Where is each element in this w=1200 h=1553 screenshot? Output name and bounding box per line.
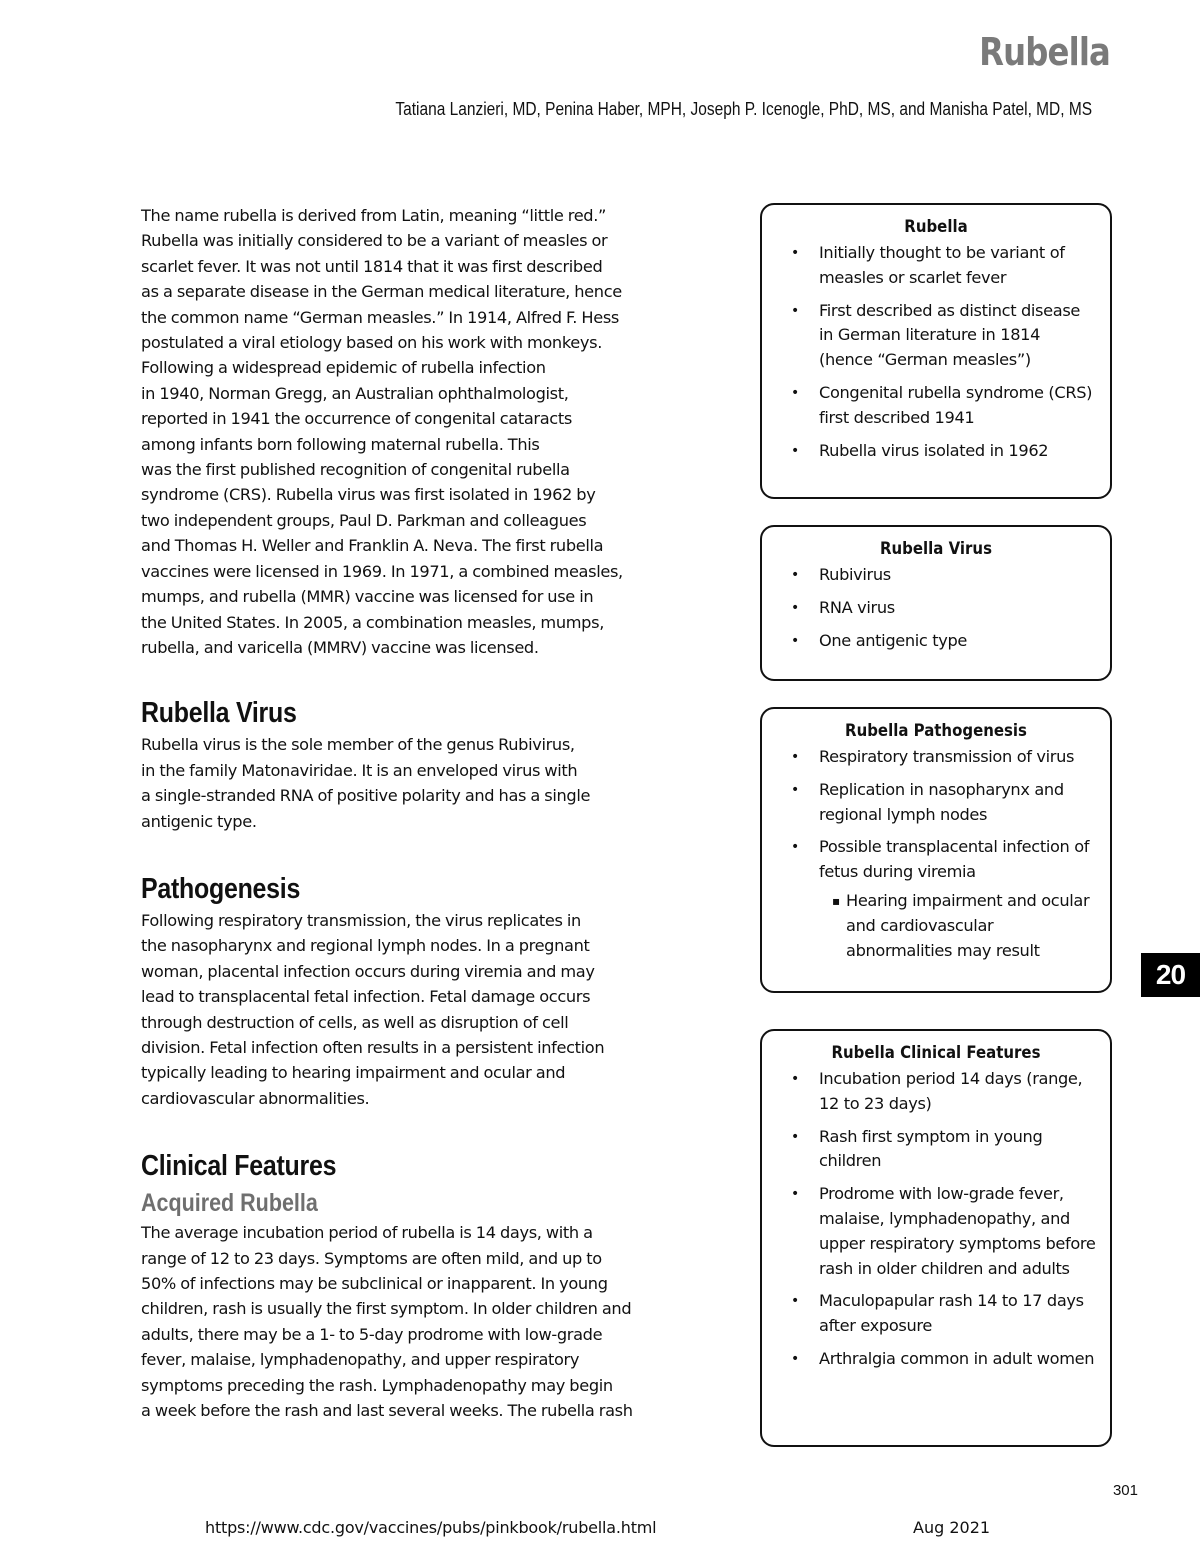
- box-list: [774, 563, 1098, 653]
- list-item: • Rubella virus isolated in 1962: [774, 439, 1098, 464]
- footer-url[interactable]: https://www.cdc.gov/vaccines/pubs/pinkbook/rubella.html: [205, 1518, 657, 1537]
- bullet-icon: •: [791, 567, 799, 583]
- section-heading-pathogenesis: Pathogenesis: [141, 872, 301, 905]
- list-item: • First described as distinct disease in German literature in 1814 (hence “German measles”): [791, 300, 1081, 370]
- bullet-icon: •: [791, 1293, 799, 1310]
- bullet-icon: •: [791, 1350, 799, 1367]
- authors: Tatiana Lanzieri, MD, Penina Haber, MPH, Joseph P. Icenogle, PhD, MS, and Manisha Patel, MD, MS: [395, 99, 1092, 119]
- box-list: [774, 1067, 1098, 1372]
- intro-line: Following a widespread epidemic of rubella infection: [141, 358, 546, 378]
- bullet-icon: •: [791, 384, 799, 401]
- list-item: • Initially thought to be variant of measles or scarlet fever: [791, 243, 1065, 287]
- summary-box-rubella-pathogenesis: [760, 707, 1112, 993]
- intro-line: as a separate disease in the German medical literature, hence: [141, 282, 622, 302]
- list-item: • Incubation period 14 days (range, 12 to 23 days): [791, 1069, 1083, 1113]
- summary-box-rubella-clinical-features: [760, 1029, 1112, 1447]
- bullet-icon: •: [791, 599, 799, 616]
- paragraph-line: fever, malaise, lymphadenopathy, and upper respiratory: [141, 1350, 580, 1370]
- chapter-tab: 20: [1141, 953, 1200, 997]
- paragraph-line: adults, there may be a 1- to 5-day prodrome with low-grade: [141, 1324, 603, 1344]
- paragraph-line: children, rash is usually the first symptom. In older children and: [141, 1299, 632, 1319]
- bullet-icon: •: [791, 1186, 799, 1203]
- bullet-icon: •: [791, 781, 799, 798]
- paragraph-line: lead to transplacental fetal infection. Fetal damage occurs: [141, 987, 591, 1007]
- main-column: [141, 203, 701, 1423]
- paragraph-line: a week before the rash and last several weeks. The rubella rash: [141, 1401, 633, 1421]
- intro-line: The name rubella is derived from Latin, meaning “little red.”: [141, 206, 607, 225]
- intro-line: in 1940, Norman Gregg, an Australian ophthalmologist,: [141, 383, 569, 403]
- paragraph-line: typically leading to hearing impairment and ocular and: [141, 1063, 566, 1083]
- box-title: Rubella Pathogenesis: [845, 721, 1027, 741]
- list-item: • Rubivirus: [774, 563, 1098, 588]
- list-item: • Congenital rubella syndrome (CRS) first described 1941: [791, 382, 1093, 427]
- summary-box-rubella: [760, 203, 1112, 499]
- bullet-icon: •: [791, 245, 799, 261]
- summary-box-rubella-virus: [760, 525, 1112, 681]
- intro-line: scarlet fever. It was not until 1814 that it was first described: [141, 256, 603, 276]
- intro-line: among infants born following maternal rubella. This: [141, 434, 540, 454]
- intro-line: reported in 1941 the occurrence of congenital cataracts: [141, 409, 572, 429]
- bullet-icon: •: [791, 632, 799, 649]
- paragraph-line: antigenic type.: [141, 811, 257, 831]
- intro-line: was the first published recognition of congenital rubella: [141, 460, 570, 480]
- list-item: • Prodrome with low-grade fever, malaise, lymphadenopathy, and upper respiratory symptoms before rash in older children and adults: [791, 1184, 1096, 1278]
- list-item: • Arthralgia common in adult women: [774, 1347, 1098, 1372]
- paragraph-line: division. Fetal infection often results in a persistent infection: [141, 1037, 605, 1057]
- chapter-title: Rubella: [979, 30, 1110, 74]
- intro-line: syndrome (CRS). Rubella virus was first isolated in 1962 by: [141, 485, 596, 505]
- bullet-icon: •: [791, 1128, 799, 1145]
- box-title: Rubella: [904, 217, 968, 237]
- page-number: 301: [1112, 1482, 1138, 1499]
- paragraph-line: in the family Matonaviridae. It is an enveloped virus with: [141, 760, 578, 780]
- list-item: • Possible transplacental infection of fetus during viremia: [791, 837, 1090, 882]
- intro-line: vaccines were licensed in 1969. In 1971, a combined measles,: [141, 561, 623, 581]
- list-item: • Rash first symptom in young children: [791, 1126, 1043, 1171]
- paragraph-line: Following respiratory transmission, the virus replicates in: [141, 910, 581, 930]
- bullet-icon: •: [791, 749, 799, 765]
- subsection-heading-acquired-rubella: Acquired Rubella: [141, 1189, 318, 1218]
- box-title: Rubella Virus: [880, 539, 992, 559]
- section-heading-clinical-features: Clinical Features: [141, 1150, 337, 1183]
- rubella-virus-paragraph: [141, 732, 701, 834]
- list-item: • One antigenic type: [774, 629, 1098, 654]
- list-item: • Maculopapular rash 14 to 17 days after exposure: [791, 1291, 1084, 1336]
- intro-line: postulated a viral etiology based on his work with monkeys.: [141, 333, 602, 353]
- box-list: [774, 241, 1098, 463]
- intro-line: two independent groups, Paul D. Parkman and colleagues: [141, 510, 587, 530]
- bullet-icon: •: [791, 302, 799, 319]
- paragraph-line: 50% of infections may be subclinical or inapparent. In young: [141, 1274, 608, 1293]
- intro-line: the common name “German measles.” In 1914, Alfred F. Hess: [141, 307, 620, 327]
- paragraph-line: the nasopharynx and regional lymph nodes. In a pregnant: [141, 936, 590, 956]
- intro-line: and Thomas H. Weller and Franklin A. Neva. The first rubella: [141, 536, 604, 556]
- list-item: • Replication in nasopharynx and regional lymph nodes: [791, 779, 1064, 824]
- acquired-rubella-paragraph: [141, 1220, 701, 1423]
- square-bullet-icon: ▪: [832, 893, 840, 908]
- paragraph-line: cardiovascular abnormalities.: [141, 1088, 370, 1108]
- intro-line: rubella, and varicella (MMRV) vaccine was licensed.: [141, 637, 539, 657]
- box-list: [774, 745, 1098, 963]
- box-title: Rubella Clinical Features: [831, 1043, 1041, 1063]
- paragraph-line: Rubella virus is the sole member of the genus Rubivirus,: [141, 735, 575, 755]
- bullet-icon: •: [791, 442, 799, 459]
- paragraph-line: a single-stranded RNA of positive polarity and has a single: [141, 786, 591, 806]
- sub-list-item: ▪ Hearing impairment and ocular and cardiovascular abnormalities may result: [832, 890, 1090, 960]
- bullet-icon: •: [791, 1071, 799, 1087]
- pathogenesis-paragraph: [141, 908, 701, 1111]
- list-item: • Respiratory transmission of virus: [774, 745, 1098, 770]
- paragraph-line: symptoms preceding the rash. Lymphadenopathy may begin: [141, 1375, 613, 1395]
- paragraph-line: The average incubation period of rubella is 14 days, with a: [141, 1223, 593, 1243]
- list-item: • RNA virus: [774, 596, 1098, 621]
- paragraph-line: through destruction of cells, as well as disruption of cell: [141, 1012, 569, 1032]
- section-heading-rubella-virus: Rubella Virus: [141, 697, 297, 730]
- intro-line: mumps, and rubella (MMR) vaccine was licensed for use in: [141, 587, 594, 607]
- intro-line: Rubella was initially considered to be a variant of measles or: [141, 231, 608, 251]
- paragraph-line: woman, placental infection occurs during viremia and may: [141, 961, 595, 981]
- intro-line: the United States. In 2005, a combination measles, mumps,: [141, 612, 604, 632]
- footer-date: Aug 2021: [913, 1518, 991, 1537]
- bullet-icon: •: [791, 839, 799, 856]
- paragraph-line: range of 12 to 23 days. Symptoms are often mild, and up to: [141, 1248, 602, 1268]
- intro-paragraph: [141, 203, 701, 660]
